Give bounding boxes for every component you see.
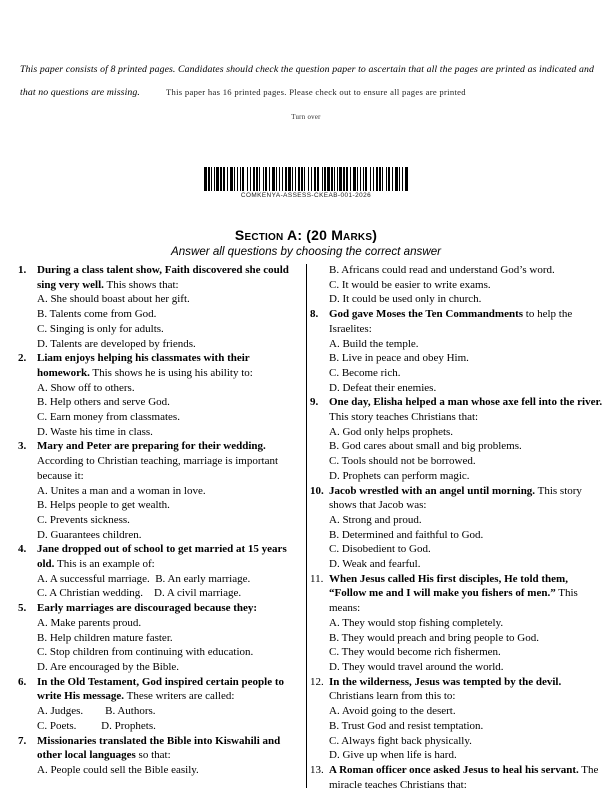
question-option: C. Stop children from continuing with education.	[37, 646, 254, 659]
question-option: A. People could sell the Bible easily.	[37, 763, 199, 776]
question-body	[329, 307, 604, 395]
question-body	[329, 263, 604, 307]
question-stem: Liam enjoys helping his classmates with their homework. This shows he is using his ability to:	[37, 352, 253, 379]
question-number: 7.	[18, 734, 27, 747]
question-stem: God gave Moses the Ten Commandments to help the Israelites:	[329, 308, 573, 335]
question-body	[37, 351, 305, 439]
printing-notice	[20, 58, 596, 104]
question-number: 12.	[310, 675, 324, 688]
question-item	[18, 734, 305, 778]
question-stem: A Roman officer once asked Jesus to heal his servant. The miracle teaches Christians that:	[329, 763, 599, 791]
question-item	[310, 484, 604, 572]
question-option: D. Weak and fearful.	[329, 558, 421, 571]
question-item	[310, 263, 604, 307]
question-number: 6.	[18, 675, 27, 688]
question-option: A. A successful marriage. B. An early marriage.	[37, 572, 251, 585]
notice-text-1: This paper consists of 8 printed pages. Candidates should check the question paper to ascertain that all the pages are printed as indicated and	[20, 64, 594, 75]
question-option: D. It could be used only in church.	[329, 293, 482, 306]
question-stem: One day, Elisha helped a man whose axe fell into the river. This story teaches Christians that:	[329, 396, 603, 424]
question-option: C. Earn money from classmates.	[37, 411, 180, 424]
question-number: 2.	[18, 352, 27, 365]
question-stem: Early marriages are discouraged because they:	[37, 602, 258, 615]
question-body	[329, 395, 604, 483]
question-item	[310, 763, 604, 792]
question-option: A. Judges. B. Authors.	[37, 705, 156, 718]
question-item	[310, 572, 604, 675]
question-body	[37, 542, 305, 601]
question-option: D. They would travel around the world.	[329, 660, 504, 673]
question-stem: Jane dropped out of school to get married at 15 years old. This is an example of:	[37, 543, 287, 571]
question-option: C. Always fight back physically.	[329, 734, 472, 747]
question-option: A. Avoid going to the desert.	[329, 705, 456, 718]
questions-columns	[18, 263, 604, 792]
question-stem: Jacob wrestled with an angel until morning. This story shows that Jacob was:	[329, 484, 582, 512]
column-divider	[306, 264, 307, 788]
question-item	[18, 263, 305, 351]
question-body	[37, 263, 305, 351]
question-option: C. Tools should not be borrowed.	[329, 455, 476, 468]
question-option: B. Trust God and resist temptation.	[329, 719, 484, 732]
question-option: C. Prevents sickness.	[37, 513, 130, 526]
question-option: A. God only helps prophets.	[329, 425, 454, 438]
question-option: D. Guarantees children.	[37, 528, 142, 541]
question-option: B. Help others and serve God.	[37, 396, 170, 409]
question-option: D. Are encouraged by the Bible.	[37, 660, 180, 673]
question-option: D. Defeat their enemies.	[329, 381, 437, 394]
question-option: B. Help children mature faster.	[37, 631, 173, 644]
question-option: D. Waste his time in class.	[37, 425, 153, 438]
question-option: C. Become rich.	[329, 366, 401, 379]
question-option: C. Singing is only for adults.	[37, 322, 164, 335]
turn-over-note: Turn over	[291, 114, 321, 121]
question-body	[37, 734, 305, 778]
question-stem: In the wilderness, Jesus was tempted by the devil. Christians learn from this to:	[329, 675, 562, 703]
question-stem: In the Old Testament, God inspired certain people to write His message. These writers are called:	[37, 675, 285, 703]
question-option: D. Prophets can perform magic.	[329, 469, 470, 482]
question-body	[329, 763, 604, 792]
question-item	[310, 675, 604, 763]
question-option: A. Make parents proud.	[37, 616, 142, 629]
barcode	[204, 167, 408, 199]
question-stem: During a class talent show, Faith discovered she could sing very well. This shows that:	[37, 264, 289, 291]
question-option: B. God cares about small and big problems.	[329, 440, 522, 453]
notice-line-1	[20, 58, 596, 81]
handwritten-note: This paper has 16 printed pages. Please check out to ensure all pages are printed	[165, 87, 466, 97]
question-body	[37, 439, 305, 542]
question-item	[310, 307, 604, 395]
barcode-caption: COMKENYA-ASSESS-CKEAB-001-2026	[240, 192, 372, 199]
question-item	[310, 395, 604, 483]
question-option: A. Show off to others.	[37, 381, 135, 394]
question-option: B. Determined and faithful to God.	[329, 528, 484, 541]
question-option: B. They would preach and bring people to God.	[329, 631, 539, 644]
barcode-bars	[204, 167, 408, 191]
question-option: B. Africans could read and understand God’s word.	[329, 264, 555, 276]
question-number: 5.	[18, 602, 27, 615]
question-number: 13.	[310, 763, 324, 776]
question-option: C. Disobedient to God.	[329, 543, 431, 556]
notice-text-2: that no questions are missing.	[20, 87, 140, 98]
question-number: 10.	[310, 484, 324, 497]
question-number: 9.	[310, 396, 319, 409]
question-body	[37, 601, 305, 675]
question-stem: When Jesus called His first disciples, He told them, “Follow me and I will make you fishers of men.” This means:	[329, 572, 578, 615]
question-number: 1.	[18, 264, 27, 276]
question-body	[329, 675, 604, 763]
question-item	[18, 351, 305, 439]
question-stem: Missionaries translated the Bible into Kiswahili and other local languages so that:	[37, 734, 281, 762]
question-option: D. Talents are developed by friends.	[37, 337, 196, 350]
question-stem: Mary and Peter are preparing for their wedding. According to Christian teaching, marriage is important because it:	[37, 440, 279, 482]
question-number	[310, 263, 329, 307]
notice-line-2	[20, 81, 596, 104]
question-option: A. Strong and proud.	[329, 513, 422, 526]
questions-column-left	[18, 263, 305, 792]
question-option: A. She should boast about her gift.	[37, 293, 190, 306]
question-body	[329, 484, 604, 572]
question-number: 4.	[18, 543, 27, 556]
questions-column-right	[308, 263, 604, 792]
question-body	[329, 572, 604, 675]
question-item	[18, 675, 305, 734]
question-number: 8.	[310, 308, 319, 321]
question-option: B. Live in peace and obey Him.	[329, 352, 469, 365]
question-option: B. Helps people to get wealth.	[37, 499, 170, 512]
question-item	[18, 439, 305, 542]
question-option: C. It would be easier to write exams.	[329, 278, 491, 291]
question-option: C. A Christian wedding. D. A civil marriage.	[37, 587, 242, 600]
question-number: 3.	[18, 440, 27, 453]
question-option: D. Give up when life is hard.	[329, 749, 457, 762]
question-item	[18, 601, 305, 675]
question-body	[37, 675, 305, 734]
question-option: C. They would become rich fishermen.	[329, 646, 501, 659]
question-item	[18, 542, 305, 601]
section-title: Section A: (20 Marks)	[234, 227, 378, 243]
section-instruction: Answer all questions by choosing the correct answer	[170, 245, 441, 258]
question-option: A. Build the temple.	[329, 337, 419, 350]
question-number: 11.	[310, 572, 324, 585]
question-option: A. They would stop fishing completely.	[329, 616, 504, 629]
question-option: A. Unites a man and a woman in love.	[37, 484, 206, 497]
question-option: B. Talents come from God.	[37, 308, 157, 321]
question-option: C. Poets. D. Prophets.	[37, 719, 156, 732]
